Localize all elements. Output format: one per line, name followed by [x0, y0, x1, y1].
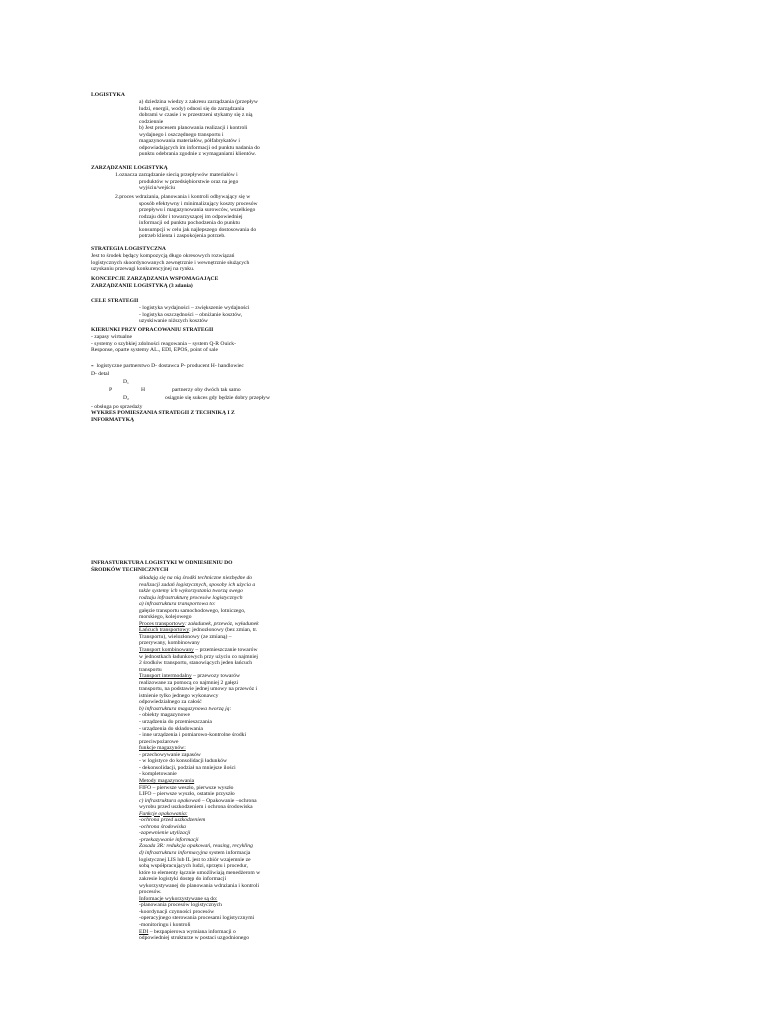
zarzadzanie-point-2 [115, 194, 258, 240]
cele-line: - logistyka oszczędności – obniżanie kosztów, [139, 311, 243, 318]
infrastruktura-line: logistycznej LIS lub IL jest to zbiór wzajemnie ze [139, 856, 251, 863]
partnerstwo-detal: D- detal [91, 371, 110, 377]
infrastruktura-line: - w logistyce do konsolidacji ładunków [139, 758, 228, 765]
strategia-line: logistycznych skoordynowanych zewnętrznie i wewnętrznie służących [91, 259, 250, 266]
zarzadzanie-1-line: wyjściu/wejściu [139, 185, 176, 192]
zarzadzanie-1-line: produktów w przedsiębiorstwie oraz na jego [139, 178, 239, 185]
term-definition: : załadunek, przewóz, wyładunek [184, 620, 259, 627]
infrastruktura-line: w jednostkach ładunkowych przy użyciu co najmniej [139, 653, 258, 660]
infrastruktura-line: -przekazywanie informacji [139, 836, 199, 843]
kierunki-line: - zapasy wirtualne [91, 334, 133, 340]
infrastruktura-line: a) infrastruktura transportowa to: [139, 601, 216, 608]
infrastruktura-line: które to elementy łącznie umożliwiają menedżerom w [139, 869, 261, 876]
infrastruktura-line: - inne urządzenia i pomiarowo-kontrolne środki [139, 732, 247, 739]
infrastruktura-line: morskiego, kolejowego [139, 614, 192, 621]
infrastruktura-line: przeciwpożarowe [139, 738, 179, 745]
term-definition: – przemieszczanie towarów [193, 647, 258, 654]
infrastruktura-line: - przechowywanie zapasów [139, 751, 201, 758]
underlined-heading: Informacje wykorzystywane są do: [139, 895, 218, 902]
zarzadzanie-2-line: informacji od punktu pochodzenia do punktu [139, 220, 240, 227]
kierunki-line: - systemy o szybkiej zdolności reagowania – system Q-R Ouick- [91, 340, 236, 347]
infrastruktura-line: - obiekty magazynowe [139, 712, 190, 719]
underlined-term: Transport intermodalny [139, 673, 192, 680]
infrastruktura-line: -operacyjnego sterowania procesami logistycznymi [139, 915, 255, 922]
partnerstwo-text: logistyczne partnerstwo D- dostawca P- producent H- handlowiec [96, 363, 244, 369]
infrastruktura-line: - kompletowanie [139, 771, 177, 778]
kierunki-line: Response, oparte systemy AL., EDI, EPOS, point of sale [91, 347, 218, 354]
diagram-d2: D₂ [123, 395, 129, 401]
infrastruktura-line [139, 647, 260, 654]
infrastruktura-line: -monitoringu i kontroli [139, 921, 191, 928]
infrastruktura-line: odpowiedniej strukturze w postaci uzgodnionego [139, 935, 249, 942]
strategia-definition [91, 253, 249, 273]
infrastruktura-line: b) infrastruktura magazynowa tworzą ją: [139, 705, 232, 712]
section-label: d) infrastruktura informacyjna [139, 849, 208, 856]
underlined-heading: funkcje magazynów: [139, 745, 186, 752]
infrastruktura-line: Zasada 3R: redukcja opakowań, reusing, recykling [139, 843, 253, 850]
logistyka-line: codziennie [139, 118, 164, 125]
infrastruktura-line: Funkcje opakowania: [139, 810, 188, 817]
logistyka-definition [139, 99, 260, 158]
infrastruktura-line: sobą współpracujących ludzi, sprzętu i procedur, [139, 863, 248, 870]
infrastruktura-line: także systemy ich wykorzystania tworzą swego [139, 588, 243, 595]
infrastruktura-line: składają się na nią środki techniczne niezbędne do [139, 575, 253, 581]
infrastruktura-line: -ochrona środowiska [139, 823, 186, 830]
cele-line: uzyskiwanie niższych kosztów [139, 318, 208, 325]
infrastruktura-line: - urządzenia do składowania [139, 725, 203, 732]
infrastruktura-line: Transportu), wielozłonowy (ze zmianą) – [139, 633, 232, 640]
infrastruktura-line: 2 środków transportu, stanowiących jeden łańcuch [139, 660, 253, 667]
diagram-note-1: partnerzy oby dwóch tak samo [172, 387, 241, 393]
infrastruktura-line: LIFO – pierwsze wyszło, ostatnie przyszło [139, 791, 235, 798]
infrastruktura-line: wykorzystywanej do planowania wdrażania i kontroli [139, 882, 260, 889]
zarzadzanie-2-line: potrzeb klienta i zaspokojenia potrzeb. [139, 233, 226, 240]
heading-cele-strategii: CELE STRATEGII [91, 298, 139, 304]
infrastruktura-line: -zapewnienie utylizacji [139, 830, 191, 837]
logistyka-line: magazynowania materiałów, półfabrykatów i [139, 138, 240, 145]
heading-infrastruktura-1: INFRASTURKTURA LOGISTYKI W ODNIESIENIU DO [91, 560, 233, 566]
infrastruktura-line: FIFO – pierwsze weszło, pierwsze wyszło [139, 784, 234, 791]
infrastruktura-line: - dekonsolidacji, podział na mniejsze ilości [139, 764, 236, 771]
logistyka-line: wydajnego i oszczędnego transportu i [139, 131, 224, 138]
infrastruktura-line: transportu, na podstawie jednej umowy na przewóz i [139, 686, 258, 693]
zarzadzanie-2-line: konsumpcji w celu jak najlepszego dostosowania do [139, 226, 257, 233]
obsluga-line: - obsługa po sprzedaży [91, 404, 143, 410]
underlined-term: EDI [139, 928, 149, 935]
term-definition: – przewozy towarów [191, 673, 241, 680]
infrastruktura-line [139, 627, 260, 634]
logistyka-line: b) Jest procesem planowania realizacji i kontroli [139, 125, 248, 132]
bullet-dash-icon: - [91, 361, 94, 370]
heading-kierunki: KIERUNKI PRZY OPRACOWANIU STRATEGII [91, 327, 214, 333]
infrastruktura-body [139, 575, 260, 942]
zarzadzanie-2-line: sposób efektywny i minimalizujący koszty procesów [139, 200, 258, 207]
strategia-line: Jest to środek będący kompozycją długo okresowych rozwiązań [91, 253, 235, 259]
zarzadzanie-2-line: 2.proces wdrażania, planowania i kontroli odbywający się w [115, 194, 251, 200]
heading-koncepcje-2: ZARZĄDZANIE LOGISTYKĄ (3 zdania) [91, 283, 193, 289]
infrastruktura-line: wyrobu przed uszkodzeniem i ochrona środowiska [139, 804, 253, 811]
infrastruktura-line: zakresie logistyki dostęp do informacji [139, 876, 226, 883]
infrastruktura-line: realizacji zadań logistycznych, sposoby ich użycia a [139, 581, 256, 588]
infrastruktura-line: realizowane za pomocą co najmniej 2 gałęzi [139, 679, 239, 686]
infrastruktura-line: odpowiedzialnego za całość [139, 699, 202, 706]
diagram-p: P [109, 387, 113, 393]
infrastruktura-line: -koordynacji czynności procesów [139, 908, 215, 915]
term-definition: – bezpapierowa wymiana informacji o [148, 928, 236, 935]
cele-line: - logistyka wydajności – zwiększenie wydajności [139, 305, 250, 311]
underlined-term: Proces transportowy [139, 620, 185, 627]
zarzadzanie-1-line: 1.oznacza zarządzanie siecią przepływów materiałów i [115, 172, 238, 178]
zarzadzanie-point-1 [115, 172, 238, 192]
strategia-line: uzyskaniu przewagi konkurencyjnej na rynku. [91, 266, 195, 273]
infrastruktura-line: przerywany, kombinowany [139, 640, 200, 647]
heading-koncepcje-1: KONCEPCJE ZARZĄDZANIA WSPOMAGAJĄCE [91, 276, 219, 282]
logistyka-line: ludzi, energii, wody) odnosi się do zarządzania [139, 105, 245, 112]
section-text: – Opakowanie –ochrona [200, 797, 257, 804]
heading-strategia-logistyczna: STRATEGIA LOGISTYCZNA [91, 246, 166, 252]
infrastruktura-line: -planowania procesów logistycznych [139, 902, 222, 909]
partnerstwo-line [91, 362, 244, 370]
infrastruktura-line: istnienie tylko jednego wykonawcy [139, 692, 219, 699]
underlined-term: Transport kombinowany [139, 647, 194, 654]
section-text: system informacja [207, 849, 251, 856]
logistyka-line: a) dziedzina wiedzy z zakresu zarządzania (przepływ [139, 99, 258, 105]
logistyka-line: punktu odebrania zgodnie z wymaganiami klientów. [139, 151, 257, 158]
logistyka-line: dobrami w czasie i w przestrzeni stykamy się z nią [139, 112, 253, 119]
cele-list [139, 305, 249, 325]
diagram-d1: D₁ [123, 379, 129, 385]
section-label: c) infrastruktura opakowań [139, 797, 201, 804]
infrastruktura-line: - urządzenia do przemieszczania [139, 719, 212, 726]
term-definition: : jednozłonowy (bez zmian, tr. [189, 627, 258, 634]
diagram-h: H [141, 387, 146, 393]
underlined-term: Łańcuch transportowy [139, 627, 190, 634]
heading-wykres-2: INFORMATYKĄ [91, 417, 135, 423]
heading-wykres-1: WYKRES POMIESZANIA STRATEGII Z TECHNIKĄ I Z [91, 410, 235, 416]
underlined-heading: Metody magazynowania [139, 777, 195, 784]
kierunki-list [91, 334, 236, 354]
heading-zarzadzanie-logistyka: ZARZĄDZANIE LOGISTYKĄ [91, 165, 168, 171]
zarzadzanie-2-line: przepływu i magazynowania surowców, wszelkiego [139, 207, 256, 214]
infrastruktura-line: procesów. [139, 889, 162, 896]
infrastruktura-line: transportu [139, 666, 162, 673]
infrastruktura-line: -ochrona przed uszkodzeniem [139, 817, 206, 824]
heading-logistyka: LOGISTYKA [91, 92, 125, 98]
infrastruktura-line: rodzaju infrastrukturę procesów logistycznych [139, 594, 243, 601]
infrastruktura-line: gałęzie transportu samochodowego, lotniczego, [139, 607, 246, 614]
infrastruktura-line [139, 850, 260, 857]
heading-infrastruktura-2: ŚRODKÓW TECHNICZNYCH [91, 567, 169, 573]
logistyka-line: odpowiadających im informacji od punktu nadania do [139, 144, 260, 151]
diagram-note-2: osiągnie się sukces gdy będzie dobry przepływ [165, 395, 271, 401]
zarzadzanie-2-line: rodzaju dóbr i towarzyszącej im odpowiedniej [139, 213, 243, 220]
